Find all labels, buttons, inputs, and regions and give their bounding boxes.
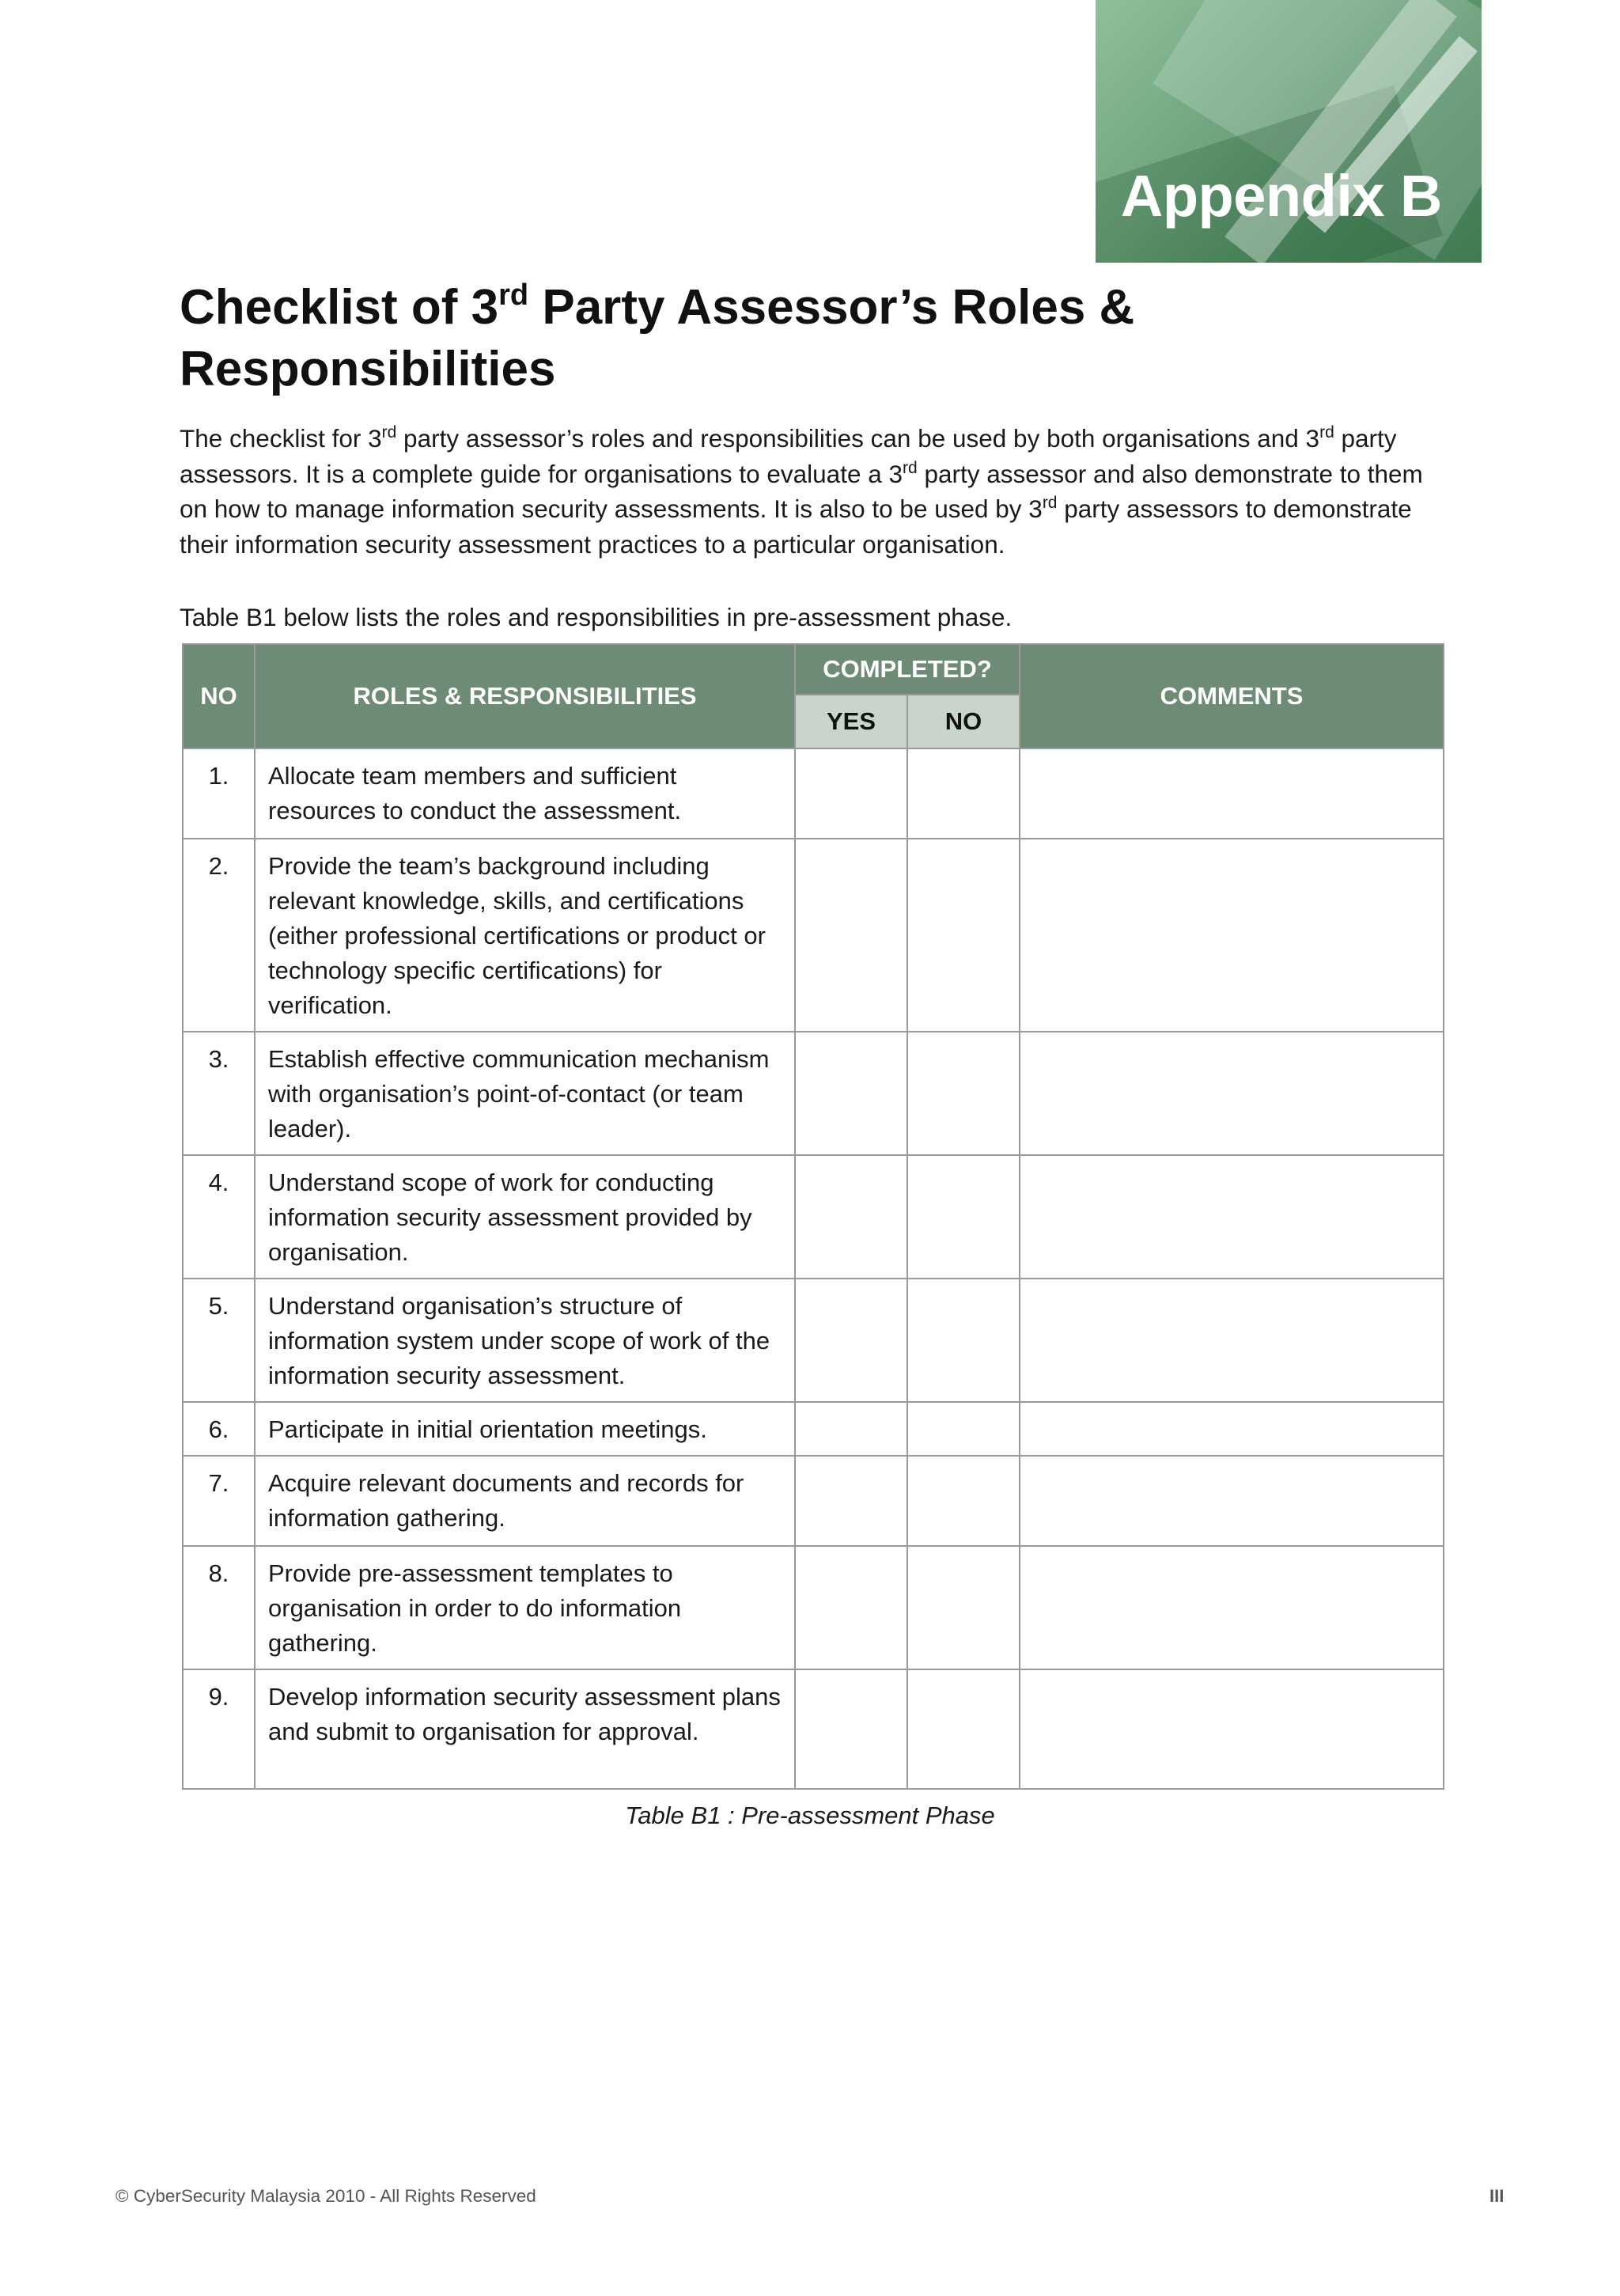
row-number: 5. (183, 1279, 255, 1402)
title-line1-post: Party Assessor’s Roles & (528, 280, 1135, 335)
comments-cell[interactable] (1020, 1279, 1444, 1402)
row-number: 7. (183, 1456, 255, 1546)
appendix-label: Appendix B (1120, 163, 1442, 229)
row-number: 8. (183, 1546, 255, 1669)
row-number: 2. (183, 839, 255, 1032)
intro-sup: rd (903, 458, 918, 477)
row-number: 1. (183, 748, 255, 839)
row-responsibility: Provide the team’s background including relevant knowledge, skills, and certifications (either professional certifications or product or technology specific certifications) for verification. (255, 839, 795, 1032)
yes-checkbox-cell[interactable] (795, 1279, 907, 1402)
header-yes: YES (795, 695, 907, 748)
title-line1-pre: Checklist of 3 (180, 280, 499, 335)
yes-checkbox-cell[interactable] (795, 1155, 907, 1279)
table-intro: Table B1 below lists the roles and responsibilities in pre-assessment phase. (180, 603, 1012, 631)
comments-cell[interactable] (1020, 1456, 1444, 1546)
comments-cell[interactable] (1020, 748, 1444, 839)
yes-checkbox-cell[interactable] (795, 839, 907, 1032)
no-checkbox-cell[interactable] (907, 1032, 1020, 1155)
intro-sup: rd (381, 423, 397, 441)
table-row (183, 748, 1444, 839)
row-responsibility: Understand organisation’s structure of information system under scope of work of the information security assessment. (255, 1279, 795, 1402)
intro-text: party assessor and also demonstrate to them on how to manage information security assessments. It is also to be used by 3 (180, 459, 1423, 523)
page-title (180, 277, 1445, 400)
title-superscript: rd (498, 278, 529, 312)
row-responsibility: Acquire relevant documents and records for information gathering. (255, 1456, 795, 1546)
row-number: 4. (183, 1155, 255, 1279)
no-checkbox-cell[interactable] (907, 1279, 1020, 1402)
no-checkbox-cell[interactable] (907, 839, 1020, 1032)
row-number: 6. (183, 1402, 255, 1456)
no-checkbox-cell[interactable] (907, 1402, 1020, 1456)
header-roles: ROLES & RESPONSIBILITIES (255, 644, 795, 748)
table-caption: Table B1 : Pre-assessment Phase (625, 1802, 995, 1829)
no-checkbox-cell[interactable] (907, 1546, 1020, 1669)
row-number: 3. (183, 1032, 255, 1155)
title-line2: Responsibilities (180, 342, 556, 396)
table-row (183, 839, 1444, 1032)
no-checkbox-cell[interactable] (907, 748, 1020, 839)
intro-sup: rd (1042, 494, 1058, 512)
comments-cell[interactable] (1020, 1155, 1444, 1279)
comments-cell[interactable] (1020, 1402, 1444, 1456)
header-no: NO (183, 644, 255, 748)
comments-cell[interactable] (1020, 1669, 1444, 1789)
comments-cell[interactable] (1020, 1032, 1444, 1155)
intro-text: The checklist for 3 (180, 424, 382, 453)
row-responsibility: Develop information security assessment plans and submit to organisation for approval. (255, 1669, 795, 1789)
intro-text: party assessor’s roles and responsibilities can be used by both organisations and 3 (396, 424, 1320, 453)
page-number: III (1489, 2186, 1505, 2206)
yes-checkbox-cell[interactable] (795, 748, 907, 839)
row-responsibility: Allocate team members and sufficient resources to conduct the assessment. (255, 748, 795, 839)
table-row (183, 1032, 1444, 1155)
table-row (183, 1155, 1444, 1279)
table-row (183, 1456, 1444, 1546)
yes-checkbox-cell[interactable] (795, 1669, 907, 1789)
header-completed: COMPLETED? (795, 644, 1020, 695)
no-checkbox-cell[interactable] (907, 1456, 1020, 1546)
yes-checkbox-cell[interactable] (795, 1032, 907, 1155)
yes-checkbox-cell[interactable] (795, 1456, 907, 1546)
footer-copyright: © CyberSecurity Malaysia 2010 - All Rights Reserved (115, 2186, 536, 2206)
appendix-banner (1096, 0, 1482, 263)
comments-cell[interactable] (1020, 1546, 1444, 1669)
row-responsibility: Provide pre-assessment templates to organisation in order to do information gathering. (255, 1546, 795, 1669)
row-responsibility: Participate in initial orientation meetings. (255, 1402, 795, 1456)
intro-paragraph (180, 421, 1445, 562)
row-responsibility: Establish effective communication mechanism with organisation’s point-of-contact (or team leader). (255, 1032, 795, 1155)
table-row (183, 1279, 1444, 1402)
header-comments: COMMENTS (1020, 644, 1444, 748)
intro-text: party assessors. It is a complete guide for organisations to evaluate a 3 (180, 424, 1397, 488)
checklist-table (182, 643, 1444, 1790)
no-checkbox-cell[interactable] (907, 1155, 1020, 1279)
table-row (183, 1402, 1444, 1456)
no-checkbox-cell[interactable] (907, 1669, 1020, 1789)
comments-cell[interactable] (1020, 839, 1444, 1032)
table-row (183, 1669, 1444, 1789)
row-number: 9. (183, 1669, 255, 1789)
intro-sup: rd (1319, 423, 1334, 441)
yes-checkbox-cell[interactable] (795, 1402, 907, 1456)
table-row (183, 1546, 1444, 1669)
row-responsibility: Understand scope of work for conducting information security assessment provided by organisation. (255, 1155, 795, 1279)
intro-text: party assessors to demonstrate their information security assessment practices to a particular organisation. (180, 494, 1412, 559)
yes-checkbox-cell[interactable] (795, 1546, 907, 1669)
header-no-column: NO (907, 695, 1020, 748)
